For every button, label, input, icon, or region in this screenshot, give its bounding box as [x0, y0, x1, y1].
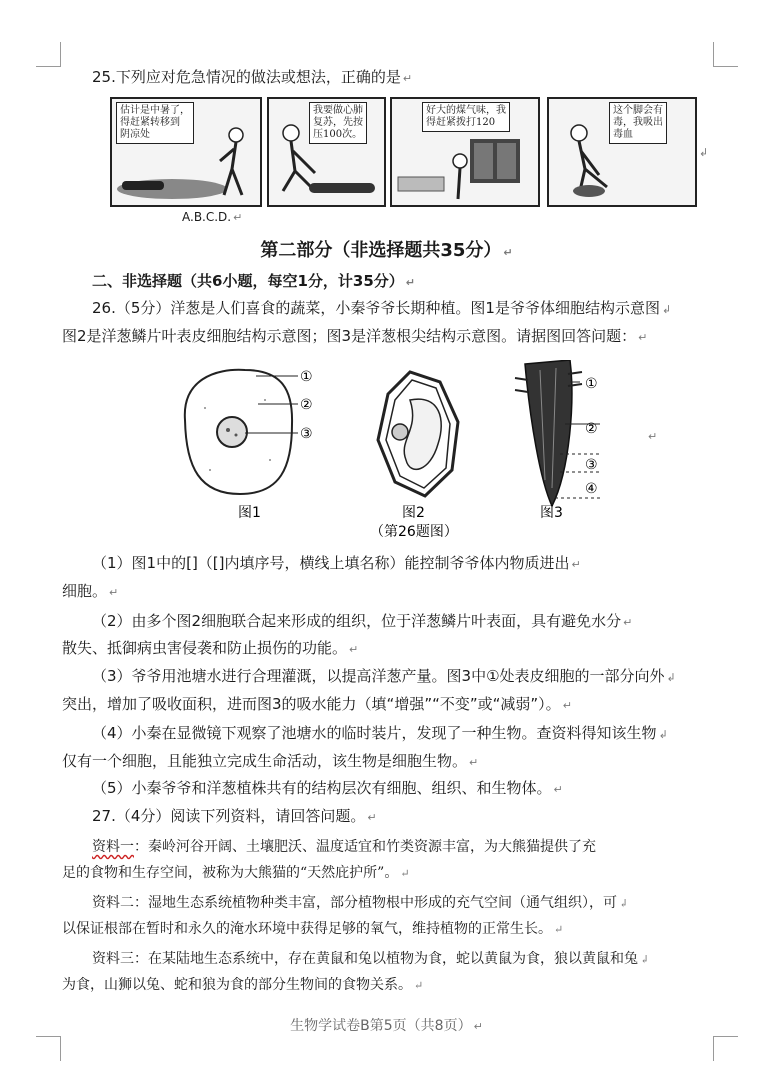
- q25-options: A.B.C.D. ↵: [182, 210, 243, 224]
- crop-mark-bottom-right: [713, 1036, 738, 1061]
- fig3-marker-4: ④: [585, 481, 598, 497]
- crop-mark-top-left: [36, 42, 61, 67]
- q26-intro-line2: 图2是洋葱鳞片叶表皮细胞结构示意图；图3是洋葱根尖结构示意图。请据图回答问题： ↵: [62, 327, 648, 345]
- q26-figure: [0, 360, 773, 540]
- fig1-marker-2: ②: [300, 397, 313, 413]
- q26-part5: （5）小秦爷爷和洋葱植株共有的结构层次有细胞、组织、和生物体。 ↵: [92, 779, 563, 797]
- section-heading: 二、非选择题（共6小题，每空1分，计35分） ↵: [92, 272, 415, 290]
- crop-mark-bottom-left: [36, 1036, 61, 1061]
- page-footer: 生物学试卷B第5页（共8页） ↵: [290, 1018, 483, 1034]
- q26-part2-line2: 散失、抵御病虫害侵袭和防止损伤的功能。 ↵: [62, 639, 359, 657]
- figure-row-mark: ↵: [648, 430, 658, 443]
- part2-title: 第二部分（非选择题共35分） ↵: [260, 240, 513, 261]
- q27-material1-line1: 资料一：秦岭河谷开阔、土壤肥沃、温度适宜和竹类资源丰富，为大熊猫提供了充: [92, 839, 596, 855]
- q25-panel-c-bubble: 好大的煤气味，我 得赶紧拨打120: [422, 102, 510, 132]
- q25-panel-a-bubble: 估计是中暑了， 得赶紧转移到 阴凉处: [116, 102, 194, 144]
- q26-part1-line2: 细胞。 ↵: [62, 582, 119, 600]
- q26-part1-line1: （1）图1中的[]（[]内填序号，横线上填名称）能控制爷爷体内物质进出 ↵: [92, 554, 581, 572]
- fig3-marker-2: ②: [585, 421, 598, 437]
- q25-panel-a: [110, 97, 262, 207]
- q27-intro: 27.（4分）阅读下列资料，请回答问题。 ↵: [92, 807, 377, 825]
- fig1-label: 图1: [238, 505, 261, 521]
- q26-part4-line2: 仅有一个细胞，且能独立完成生命活动，该生物是细胞生物。 ↵: [62, 752, 479, 770]
- q27-material2-line2: 以保证根部在暂时和永久的淹水环境中获得足够的氧气，维持植物的正常生长。 ↵: [62, 921, 564, 937]
- q25-row-mark: ↲: [699, 146, 709, 159]
- q27-material3-line2: 为食，山狮以兔、蛇和狼为食的部分生物间的食物关系。 ↵: [62, 977, 424, 993]
- fig2-plant-cell: [378, 372, 458, 496]
- q25-panel-d: [547, 97, 697, 207]
- figure-caption: （第26题图）: [370, 524, 458, 540]
- q25-panel-c: [390, 97, 540, 207]
- q26-part3-line1: （3）爷爷用池塘水进行合理灌溉，以提高洋葱产量。图3中①处表皮细胞的一部分向外 ↲: [92, 667, 676, 685]
- q26-part4-line1: （4）小秦在显微镜下观察了池塘水的临时装片，发现了一种生物。查资料得知该生物 ↲: [92, 724, 668, 742]
- fig3-marker-1: ①: [585, 376, 598, 392]
- fig1-marker-1: ①: [300, 369, 313, 385]
- q27-material1-line2: 足的食物和生存空间，被称为大熊猫的“天然庇护所”。 ↵: [62, 865, 410, 881]
- q27-material3-line1: 资料三：在某陆地生态系统中，存在黄鼠和兔以植物为食，蛇以黄鼠为食，狼以黄鼠和兔 ↲: [92, 951, 650, 967]
- fig1-marker-3: ③: [300, 426, 313, 442]
- q27-material2-line1: 资料二：湿地生态系统植物种类丰富，部分植物根中形成的充气空间（通气组织），可 ↲: [92, 895, 629, 911]
- q25-panel-b-bubble: 我要做心肺 复苏，先按 压100次。: [309, 102, 367, 144]
- q26-part2-line1: （2）由多个图2细胞联合起来形成的组织，位于洋葱鳞片叶表面，具有避免水分 ↵: [92, 612, 633, 630]
- crop-mark-top-right: [713, 42, 738, 67]
- q25-panel-d-bubble: 这个脚会有 毒，我吸出 毒血: [609, 102, 667, 144]
- fig1-animal-cell: [185, 370, 298, 494]
- q25-panel-b: [267, 97, 386, 207]
- fig3-label: 图3: [540, 505, 563, 521]
- q26-part3-line2: 突出，增加了吸收面积，进而图3的吸水能力（填“增强”“不变”或“减弱”）。 ↵: [62, 695, 572, 713]
- fig2-label: 图2: [402, 505, 425, 521]
- q26-intro-line1: 26.（5分）洋葱是人们喜食的蔬菜，小秦爷爷长期种植。图1是爷爷体细胞结构示意图 ↲: [92, 299, 672, 317]
- q25-question: 25.下列应对危急情况的做法或想法，正确的是 ↵: [92, 68, 413, 86]
- fig3-marker-3: ③: [585, 457, 598, 473]
